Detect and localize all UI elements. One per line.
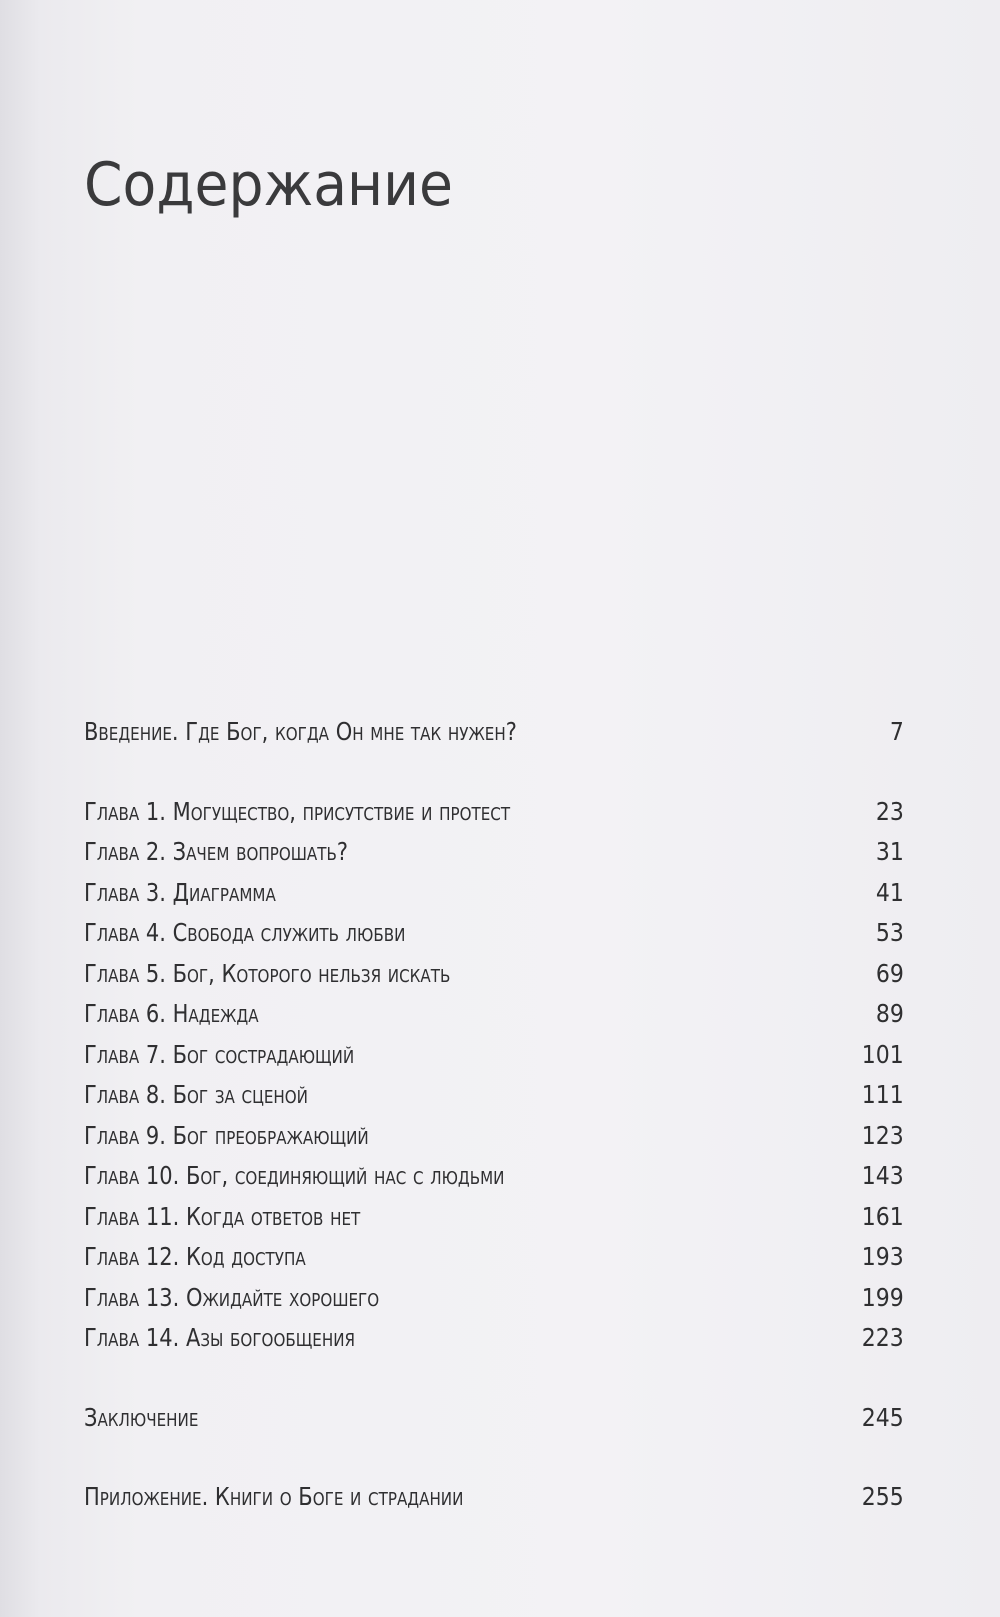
toc-entry-page: 223: [862, 1323, 904, 1352]
toc-entry-chapter-9: [84, 1116, 904, 1157]
toc-entry-title: Глава 3. Диаграмма: [84, 877, 276, 907]
toc-entry-page: 101: [862, 1039, 904, 1069]
toc-entry-page: 7: [890, 717, 904, 746]
toc-entry-chapter-14: [84, 1318, 904, 1359]
toc-entry-title: Глава 12. Код доступа: [84, 1242, 306, 1271]
toc-entry-introduction: [84, 712, 904, 753]
toc-entry-chapter-6: [84, 994, 904, 1035]
toc-entry-page: 69: [876, 958, 904, 988]
toc-entry-title: Глава 6. Надежда: [84, 999, 259, 1028]
toc-entry-chapter-13: [84, 1278, 904, 1319]
toc-entry-conclusion: [84, 1398, 904, 1439]
toc-entry-page: 255: [862, 1482, 904, 1511]
toc-entry-chapter-5: [84, 954, 904, 995]
table-of-contents: [84, 712, 904, 1518]
toc-entry-chapter-11: [84, 1197, 904, 1238]
toc-entry-page: 53: [876, 918, 904, 947]
toc-entry-page: 193: [862, 1242, 904, 1271]
toc-entry-title: Глава 10. Бог, соединяющий нас с людьми: [84, 1161, 505, 1190]
toc-entry-appendix: [84, 1477, 904, 1518]
toc-entry-title: Введение. Где Бог, когда Он мне так нужен?: [84, 717, 517, 746]
toc-entry-page: 111: [862, 1080, 904, 1109]
toc-entry-chapter-8: [84, 1075, 904, 1116]
toc-entry-title: Глава 2. Зачем вопрошать?: [84, 837, 349, 866]
toc-entry-page: 23: [876, 796, 904, 826]
toc-entry-chapter-7: [84, 1035, 904, 1076]
toc-entry-title: Глава 1. Могущество, присутствие и протест: [84, 796, 511, 826]
toc-entry-title: Глава 9. Бог преображающий: [84, 1120, 369, 1150]
toc-entry-chapter-10: [84, 1156, 904, 1197]
toc-entry-title: Глава 5. Бог, Которого нельзя искать: [84, 958, 451, 988]
toc-entry-page: 89: [876, 999, 904, 1028]
toc-entry-chapter-3: [84, 873, 904, 914]
toc-entry-title: Заключение: [84, 1402, 199, 1432]
toc-entry-title: Глава 14. Азы богообщения: [84, 1323, 356, 1352]
toc-entry-chapter-1: [84, 792, 904, 833]
toc-entry-page: 161: [862, 1201, 904, 1231]
toc-entry-page: 199: [862, 1282, 904, 1312]
toc-entry-chapter-2: [84, 832, 904, 873]
toc-entry-chapter-12: [84, 1237, 904, 1278]
toc-entry-title: Глава 13. Ожидайте хорошего: [84, 1282, 380, 1312]
toc-entry-title: Приложение. Книги о Боге и страдании: [84, 1482, 464, 1511]
toc-entry-title: Глава 4. Свобода служить любви: [84, 918, 406, 947]
toc-entry-title: Глава 7. Бог сострадающий: [84, 1039, 355, 1069]
toc-entry-page: 31: [876, 837, 904, 866]
toc-entry-title: Глава 11. Когда ответов нет: [84, 1201, 361, 1231]
toc-entry-page: 245: [862, 1402, 904, 1432]
toc-entry-page: 143: [862, 1161, 904, 1190]
toc-entry-page: 123: [862, 1120, 904, 1150]
toc-entry-title: Глава 8. Бог за сценой: [84, 1080, 308, 1109]
page-title: Содержание: [84, 150, 453, 220]
toc-entry-page: 41: [876, 877, 904, 907]
toc-entry-chapter-4: [84, 913, 904, 954]
